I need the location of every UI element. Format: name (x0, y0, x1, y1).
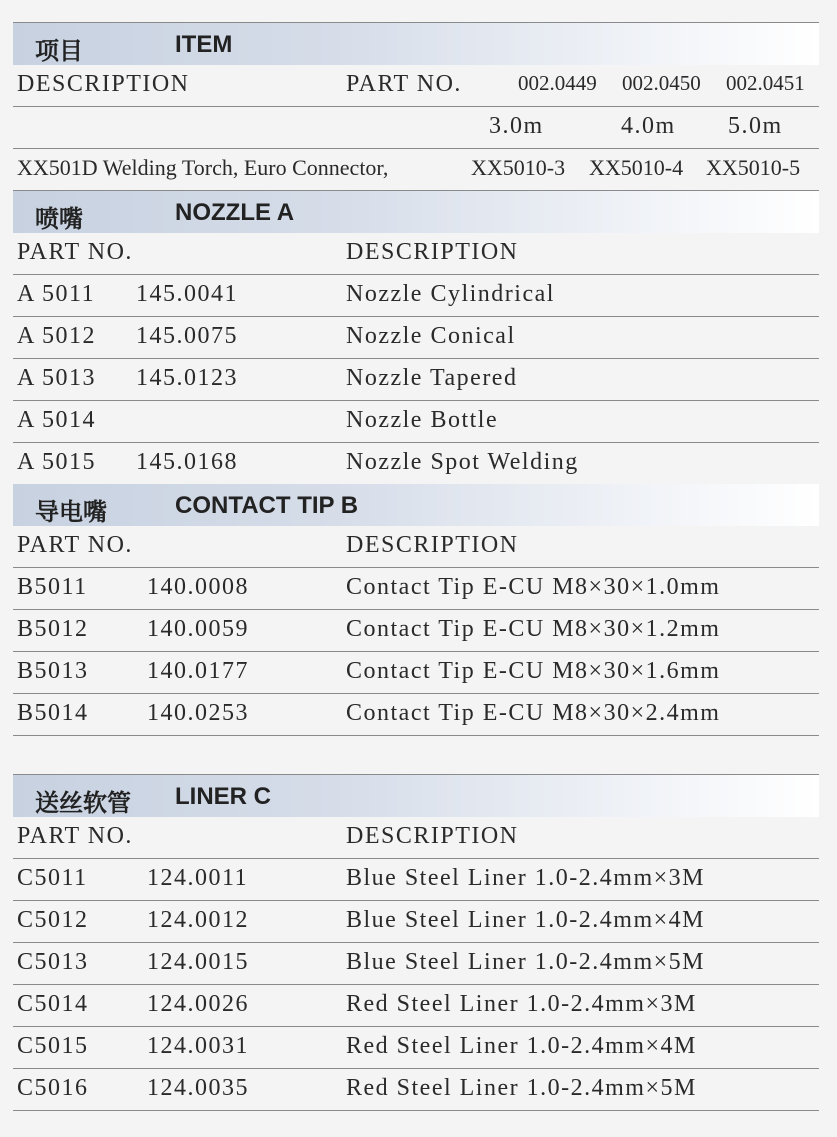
item-code-row (13, 65, 819, 107)
item-length-3: 5.0m (728, 113, 783, 139)
row-code: C5013 (17, 949, 89, 975)
row-part-number: 145.0123 (136, 365, 238, 391)
row-description: Contact Tip E-CU M8×30×1.2mm (346, 616, 721, 642)
contact-tip-col-partno: PART NO. (17, 532, 133, 558)
row-description: Nozzle Conical (346, 323, 516, 349)
row-part-number: 124.0012 (147, 907, 249, 933)
table-row (13, 275, 819, 317)
item-partno-label: PART NO. (346, 71, 462, 97)
row-description: Blue Steel Liner 1.0-2.4mm×4M (346, 907, 705, 933)
row-description: Red Steel Liner 1.0-2.4mm×4M (346, 1033, 697, 1059)
row-code: C5012 (17, 907, 89, 933)
item-header-en: ITEM (175, 31, 233, 58)
row-part-number: 124.0035 (147, 1075, 249, 1101)
row-code: B5013 (17, 658, 89, 684)
row-code: A 5013 (17, 365, 97, 391)
row-code: B5014 (17, 700, 89, 726)
row-description: Red Steel Liner 1.0-2.4mm×5M (346, 1075, 697, 1101)
row-code: B5012 (17, 616, 89, 642)
row-part-number: 124.0026 (147, 991, 249, 1017)
row-code: A 5011 (17, 281, 96, 307)
row-code: A 5012 (17, 323, 97, 349)
nozzle-header (13, 191, 819, 233)
row-description: Nozzle Tapered (346, 365, 518, 391)
row-part-number: 145.0075 (136, 323, 238, 349)
table-row (13, 859, 819, 901)
item-length-row (13, 107, 819, 149)
table-row (13, 443, 819, 485)
row-code: A 5015 (17, 449, 97, 475)
row-code: A 5014 (17, 407, 97, 433)
nozzle-header-cn: 喷嘴 (35, 206, 83, 233)
row-code: C5015 (17, 1033, 89, 1059)
item-code-1: 002.0449 (518, 71, 597, 95)
contact-tip-header-cn: 导电嘴 (35, 499, 107, 526)
contact-tip-header (13, 484, 819, 526)
nozzle-column-header-row (13, 233, 819, 275)
row-description: Red Steel Liner 1.0-2.4mm×3M (346, 991, 697, 1017)
item-length-1: 3.0m (489, 113, 544, 139)
item-header (13, 23, 819, 65)
item-torch-model-2: XX5010-4 (589, 155, 684, 180)
table-row (13, 694, 819, 736)
nozzle-col-description: DESCRIPTION (346, 239, 519, 265)
row-part-number: 124.0031 (147, 1033, 249, 1059)
item-header-cn: 项目 (35, 38, 83, 65)
table-row (13, 652, 819, 694)
liner-header (13, 775, 819, 817)
contact-tip-column-header-row (13, 526, 819, 568)
row-part-number: 124.0011 (147, 865, 249, 891)
liner-header-cn: 送丝软管 (35, 790, 131, 817)
item-length-2: 4.0m (621, 113, 676, 139)
table-row (13, 359, 819, 401)
contact-tip-header-en: CONTACT TIP B (175, 492, 359, 519)
item-code-3: 002.0451 (726, 71, 805, 95)
row-description: Contact Tip E-CU M8×30×2.4mm (346, 700, 721, 726)
row-part-number: 124.0015 (147, 949, 249, 975)
item-torch-row (13, 149, 819, 191)
table-row (13, 401, 819, 443)
table-row (13, 317, 819, 359)
table-row (13, 943, 819, 985)
row-description: Nozzle Bottle (346, 407, 499, 433)
row-part-number: 140.0059 (147, 616, 249, 642)
liner-col-description: DESCRIPTION (346, 823, 519, 849)
table-row (13, 985, 819, 1027)
row-part-number: 140.0177 (147, 658, 249, 684)
item-description-label: DESCRIPTION (17, 71, 190, 97)
item-torch-model-3: XX5010-5 (706, 155, 801, 180)
row-code: C5014 (17, 991, 89, 1017)
row-code: B5011 (17, 574, 88, 600)
table-row (13, 610, 819, 652)
row-description: Blue Steel Liner 1.0-2.4mm×3M (346, 865, 705, 891)
row-description: Blue Steel Liner 1.0-2.4mm×5M (346, 949, 705, 975)
row-description: Contact Tip E-CU M8×30×1.0mm (346, 574, 721, 600)
contact-tip-col-description: DESCRIPTION (346, 532, 519, 558)
row-part-number: 145.0041 (136, 281, 238, 307)
row-code: C5011 (17, 865, 88, 891)
row-part-number: 145.0168 (136, 449, 238, 475)
nozzle-header-en: NOZZLE A (175, 199, 295, 226)
row-description: Contact Tip E-CU M8×30×1.6mm (346, 658, 721, 684)
table-row (13, 1027, 819, 1069)
item-torch-model-1: XX5010-3 (471, 155, 566, 180)
item-code-2: 002.0450 (622, 71, 701, 95)
liner-col-partno: PART NO. (17, 823, 133, 849)
nozzle-col-partno: PART NO. (17, 239, 133, 265)
table-row (13, 1069, 819, 1111)
row-code: C5016 (17, 1075, 89, 1101)
row-description: Nozzle Cylindrical (346, 281, 555, 307)
table-row (13, 568, 819, 610)
liner-column-header-row (13, 817, 819, 859)
liner-header-en: LINER C (175, 783, 271, 810)
row-part-number: 140.0253 (147, 700, 249, 726)
row-part-number: 140.0008 (147, 574, 249, 600)
row-description: Nozzle Spot Welding (346, 449, 579, 475)
table-row (13, 901, 819, 943)
item-torch-description: XX501D Welding Torch, Euro Connector, (17, 155, 389, 180)
